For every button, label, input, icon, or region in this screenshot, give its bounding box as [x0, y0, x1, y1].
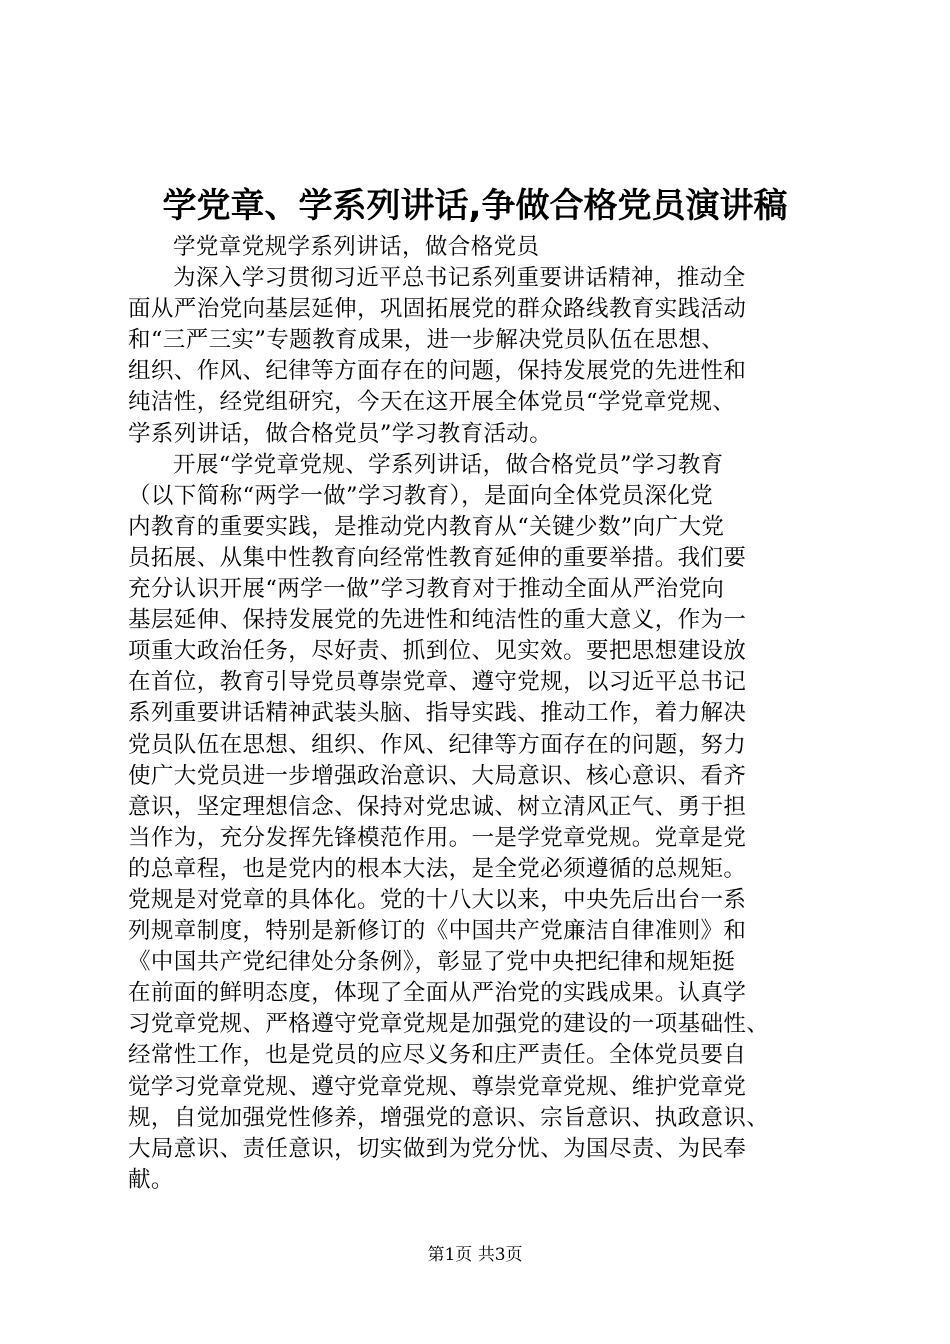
document-title: 学党章、学系列讲话,争做合格党员演讲稿 [162, 186, 788, 226]
paragraph-line: 规，自觉加强党性修养，增强党的意识、宗旨意识、执政意识、 [128, 1104, 770, 1131]
paragraph-line: 开展“学党章党规、学系列讲话，做合格党员”学习教育 [173, 451, 724, 478]
page-number: 第1页 共3页 [427, 1245, 523, 1265]
paragraph-line: 党员队伍在思想、组织、作风、纪律等方面存在的问题，努力 [128, 731, 747, 758]
paragraph-line: 纯洁性，经党组研究，今天在这开展全体党员“学党章党规、 [128, 389, 736, 416]
paragraph-line: 《中国共产党纪律处分条例》，彰显了党中央把纪律和规矩挺 [128, 949, 736, 976]
paragraph-line: 在前面的鲜明态度，体现了全面从严治党的实践成果。认真学 [128, 980, 747, 1007]
paragraph-line: 的总章程，也是党内的根本大法，是全党必须遵循的总规矩。 [128, 855, 747, 882]
paragraph-line: 列规章制度，特别是新修订的《中国共产党廉洁自律准则》和 [128, 918, 747, 945]
paragraph-line: 内教育的重要实践，是推动党内教育从“关键少数”向广大党 [128, 513, 725, 540]
paragraph-line: 基层延伸、保持发展党的先进性和纯洁性的重大意义，作为一 [128, 607, 747, 634]
paragraph-line: 和“三严三实”专题教育成果，进一步解决党员队伍在思想、 [128, 327, 725, 354]
paragraph-line: 系列重要讲话精神武装头脑、指导实践、推动工作，着力解决 [128, 700, 747, 727]
paragraph-line: 意识，坚定理想信念、保持对党忠诚、树立清风正气、勇于担 [128, 793, 747, 820]
paragraph-line: 大局意识、责任意识，切实做到为党分忧、为国尽责、为民奉 [128, 1135, 747, 1162]
paragraph-line: 为深入学习贯彻习近平总书记系列重要讲话精神，推动全 [173, 265, 746, 292]
paragraph-line: 使广大党员进一步增强政治意识、大局意识、核心意识、看齐 [128, 762, 747, 789]
paragraph-line: 党规是对党章的具体化。党的十八大以来，中央先后出台一系 [128, 886, 747, 913]
paragraph-line: 觉学习党章党规、遵守党章党规、尊崇党章党规、维护党章党 [128, 1073, 747, 1100]
paragraph-line: 员拓展、从集中性教育向经常性教育延伸的重要举措。我们要 [128, 544, 747, 571]
paragraph-line: 学系列讲话，做合格党员”学习教育活动。 [128, 420, 553, 447]
paragraph-line: 在首位，教育引导党员尊崇党章、遵守党规，以习近平总书记 [128, 669, 747, 696]
subtitle-line: 学党章党规学系列讲话，做合格党员 [173, 234, 540, 260]
paragraph-line: （以下简称“两学一做”学习教育），是面向全体党员深化党 [128, 482, 714, 509]
paragraph-line: 面从严治党向基层延伸，巩固拓展党的群众路线教育实践活动 [128, 296, 747, 323]
paragraph-line: 经常性工作，也是党员的应尽义务和庄严责任。全体党员要自 [128, 1042, 747, 1069]
paragraph-line: 组织、作风、纪律等方面存在的问题，保持发展党的先进性和 [128, 358, 747, 385]
paragraph-line: 当作为，充分发挥先锋模范作用。一是学党章党规。党章是党 [128, 824, 747, 851]
document-body [128, 232, 832, 1196]
paragraph-line: 项重大政治任务，尽好责、抓到位、见实效。要把思想建设放 [128, 638, 747, 665]
paragraph-line: 习党章党规、严格遵守党章党规是加强党的建设的一项基础性、 [128, 1011, 770, 1038]
paragraph-line: 献。 [128, 1166, 174, 1193]
paragraph-line: 充分认识开展“两学一做”学习教育对于推动全面从严治党向 [128, 576, 725, 603]
